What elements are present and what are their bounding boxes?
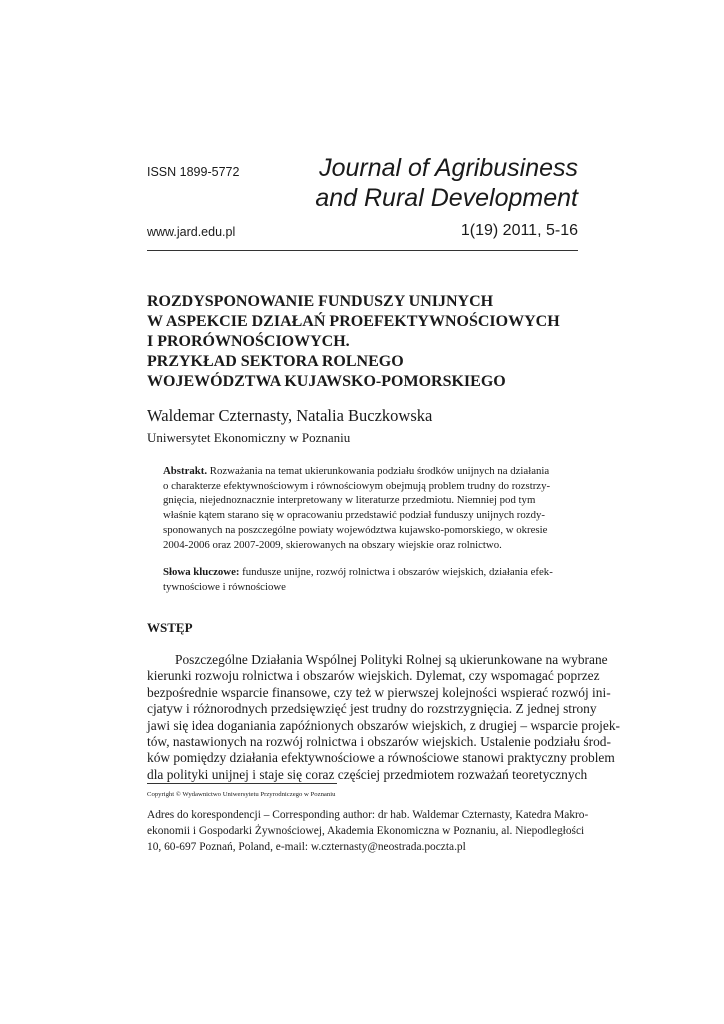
body-line: ków pomiędzy działania efektywnościowe a równościowe stanowi praktyczny problem <box>147 750 615 766</box>
abstract-text: Rozważania na temat ukierunkowania podziału środków unijnych na działania <box>207 465 550 477</box>
journal-title-line-1: Journal of Agribusiness <box>319 154 578 182</box>
title-line: PRZYKŁAD SEKTORA ROLNEGO <box>147 353 404 370</box>
abstract-line: sponowanych na poszczególne powiaty województwa kujawsko-pomorskiego, w okresie <box>163 523 548 536</box>
copyright-notice: Copyright © Wydawnictwo Uniwersytetu Przyrodniczego w Poznaniu <box>147 791 336 798</box>
journal-title-line-2: and Rural Development <box>315 184 578 212</box>
footnote-divider <box>147 783 337 784</box>
abstract-line: właśnie kątem starano się w opracowaniu przedstawić podział funduszy unijnych rozdy- <box>163 509 545 522</box>
section-heading: WSTĘP <box>147 620 193 635</box>
body-line: bezpośrednie wsparcie finansowe, czy też w pierwszej kolejności wspierać rozwój ini- <box>147 684 611 700</box>
abstract-line: o charakterze efektywnościowym i równościowym obejmują problem trudny do rozstrzy- <box>163 479 551 492</box>
keywords-label: Słowa kluczowe: <box>163 566 240 578</box>
correspondence-line: ekonomii i Gospodarki Żywnościowej, Akademia Ekonomiczna w Poznaniu, al. Niepodległości <box>147 824 585 837</box>
correspondence-line: 10, 60-697 Poznań, Poland, e-mail: w.czternasty@neostrada.poczta.pl <box>147 840 466 853</box>
body-line: dla polityki unijnej i staje się coraz częściej przedmiotem rozważań teoretycznych <box>147 766 588 782</box>
keywords-line: tywnościowe i równościowe <box>163 580 286 593</box>
abstract-line: gnięcia, niejednoznacznie interpretowany w literaturze przedmiotu. Niemniej pod tym <box>163 494 536 507</box>
authors: Waldemar Czternasty, Natalia Buczkowska <box>147 406 433 425</box>
title-line: ROZDYSPONOWANIE FUNDUSZY UNIJNYCH <box>147 293 494 310</box>
issn-number: ISSN 1899-5772 <box>147 165 240 179</box>
article-title <box>147 292 587 392</box>
body-line: cjatyw i różnorodnych przedsięwzięć jest trudny do rozstrzygnięcia. Z jednej strony <box>147 701 597 717</box>
correspondence-line: Adres do korespondencji – Corresponding author: dr hab. Waldemar Czternasty, Katedra Makro- <box>147 809 589 821</box>
abstract-line: 2004-2006 oraz 2007-2009, skierowanych na obszary wiejskie oraz rolnictwo. <box>163 538 502 551</box>
body-line: jawi się idea doganiania zapóźnionych obszarów wiejskich, z drugiej – wsparcie projek- <box>147 717 620 733</box>
journal-website: www.jard.edu.pl <box>147 225 236 239</box>
body-line: Poszczególne Działania Wspólnej Polityki Rolnej są ukierunkowane na wybrane <box>175 652 608 667</box>
header-divider <box>147 250 578 251</box>
title-line: W ASPEKCIE DZIAŁAŃ PROEFEKTYWNOŚCIOWYCH <box>147 313 560 330</box>
body-line: tów, nastawionych na rozwój rolnictwa i obszarów wiejskich. Ustalenie podziału środ- <box>147 734 611 750</box>
keywords-text: fundusze unijne, rozwój rolnictwa i obszarów wiejskich, działania efek- <box>239 566 553 578</box>
title-line: WOJEWÓDZTWA KUJAWSKO-POMORSKIEGO <box>147 373 506 390</box>
issue-info: 1(19) 2011, 5-16 <box>460 222 578 239</box>
correspondence-note <box>147 808 589 855</box>
abstract-label: Abstrakt. <box>163 465 208 477</box>
abstract-line <box>163 464 563 479</box>
keywords-line <box>163 565 563 580</box>
abstract <box>163 464 563 552</box>
affiliation: Uniwersytet Ekonomiczny w Poznaniu <box>147 430 351 445</box>
body-line: kierunki rozwoju rolnictwa i obszarów wiejskich. Dylemat, czy wspomagać poprzez <box>147 668 600 684</box>
journal-title <box>300 153 578 213</box>
keywords <box>163 565 563 594</box>
body-paragraph <box>147 652 620 783</box>
title-line: I PRORÓWNOŚCIOWYCH. <box>147 333 350 350</box>
